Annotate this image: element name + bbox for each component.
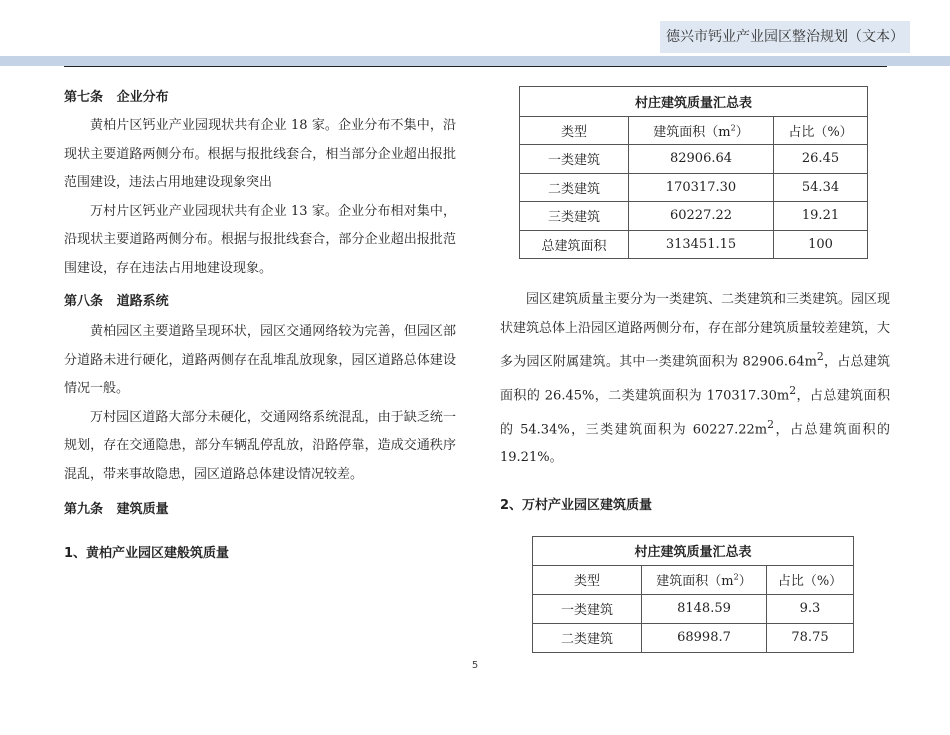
article-7-paragraph: 黄柏片区钙业产业园现状共有企业 18 家。企业分布不集中，沿现状主要道路两侧分布。根据与报批线套合，相当部分企业超出报批范围建设，违法占用地建设现象突出	[64, 118, 456, 190]
table-cell: 26.45	[774, 145, 868, 174]
table-row	[520, 202, 868, 231]
table-cell: 8148.59	[642, 594, 767, 623]
article-7-heading: 第七条 企业分布	[64, 90, 169, 105]
header-divider	[64, 66, 887, 67]
table-cell: 313451.15	[629, 230, 774, 259]
table-cell: 100	[774, 230, 868, 259]
left-column	[64, 88, 456, 564]
article-8-paragraph: 万村园区道路大部分未硬化，交通网络系统混乱，由于缺乏统一规划，存在交通隐患，部分车辆乱停乱放，沿路停靠，造成交通秩序混乱，带来事故隐患，园区道路总体建设情况较差。	[64, 409, 456, 482]
table-cell: 二类建筑	[520, 173, 629, 202]
table-cell: 一类建筑	[533, 594, 642, 623]
table-cell: 9.3	[767, 594, 854, 623]
table-cell: 二类建筑	[533, 623, 642, 652]
table-header-row	[520, 117, 868, 145]
table-cell: 170317.30	[629, 173, 774, 202]
column-header-share: 占比（%）	[774, 117, 868, 145]
header-band	[0, 56, 950, 66]
article-8-paragraph: 黄柏园区主要道路呈现环状，园区交通网络较为完善，但园区部分道路未进行硬化，道路两侧存在乱堆乱放现象，园区道路总体建设情况一般。	[64, 324, 456, 396]
table-cell: 54.34	[774, 173, 868, 202]
page-number: 5	[471, 660, 479, 671]
column-header-share: 占比（%）	[767, 565, 854, 594]
table-cell: 68998.7	[642, 623, 767, 652]
table-caption: 村庄建筑质量汇总表	[520, 87, 868, 117]
table-header-row	[533, 565, 854, 594]
table-caption: 村庄建筑质量汇总表	[533, 536, 854, 565]
section-1-heading: 1、黄柏产业园区建般筑质量	[64, 546, 230, 561]
article-8-heading: 第八条 道路系统	[64, 294, 169, 309]
table-cell: 78.75	[767, 623, 854, 652]
table-row	[520, 173, 868, 202]
table-row	[520, 145, 868, 174]
column-header-type: 类型	[520, 117, 629, 145]
table-row	[533, 623, 854, 652]
table-cell: 总建筑面积	[520, 230, 629, 259]
table-cell: 60227.22	[629, 202, 774, 231]
table-cell: 82906.64	[629, 145, 774, 174]
table-caption-row	[533, 536, 854, 565]
column-header-area: 建筑面积$(m^2)$	[629, 117, 774, 145]
table-row	[520, 230, 868, 259]
article-7-paragraph: 万村片区钙业产业园现状共有企业 13 家。企业分布相对集中，沿现状主要道路两侧分布。根据与报批线套合，部分企业超出报批范围建设，存在违法占用地建设现象。	[64, 203, 456, 276]
table-cell: 19.21	[774, 202, 868, 231]
building-quality-table-huangbai	[519, 86, 868, 259]
right-column	[500, 86, 890, 653]
article-9-heading: 第九条 建筑质量	[64, 502, 169, 517]
table-cell: 一类建筑	[520, 145, 629, 174]
column-header-type: 类型	[533, 565, 642, 594]
building-quality-table-wancun	[532, 536, 854, 653]
building-quality-paragraph: 园区建筑质量主要分为一类建筑、二类建筑和三类建筑。园区现状建筑总体上沿园区道路两侧分布，存在部分建筑质量较差建筑，大多为园区附属建筑。其中一类建筑面积为 $82906.64m^2$，占总建筑面积的 26.45%，二类建筑面积为 $170317.30m^2$，占总建筑面积的 54.34%，三类建筑面积为 $60227.22m^2$，占总建筑面积的 19.21%。	[500, 292, 891, 466]
column-header-area: 建筑面积$(m^2)$	[642, 565, 767, 594]
document-title: 德兴市钙业产业园区整治规划（文本）	[660, 21, 910, 53]
section-2-heading: 2、万村产业园区建筑质量	[500, 497, 653, 513]
table-row	[533, 594, 854, 623]
table-cell: 三类建筑	[520, 202, 629, 231]
table-caption-row	[520, 87, 868, 117]
